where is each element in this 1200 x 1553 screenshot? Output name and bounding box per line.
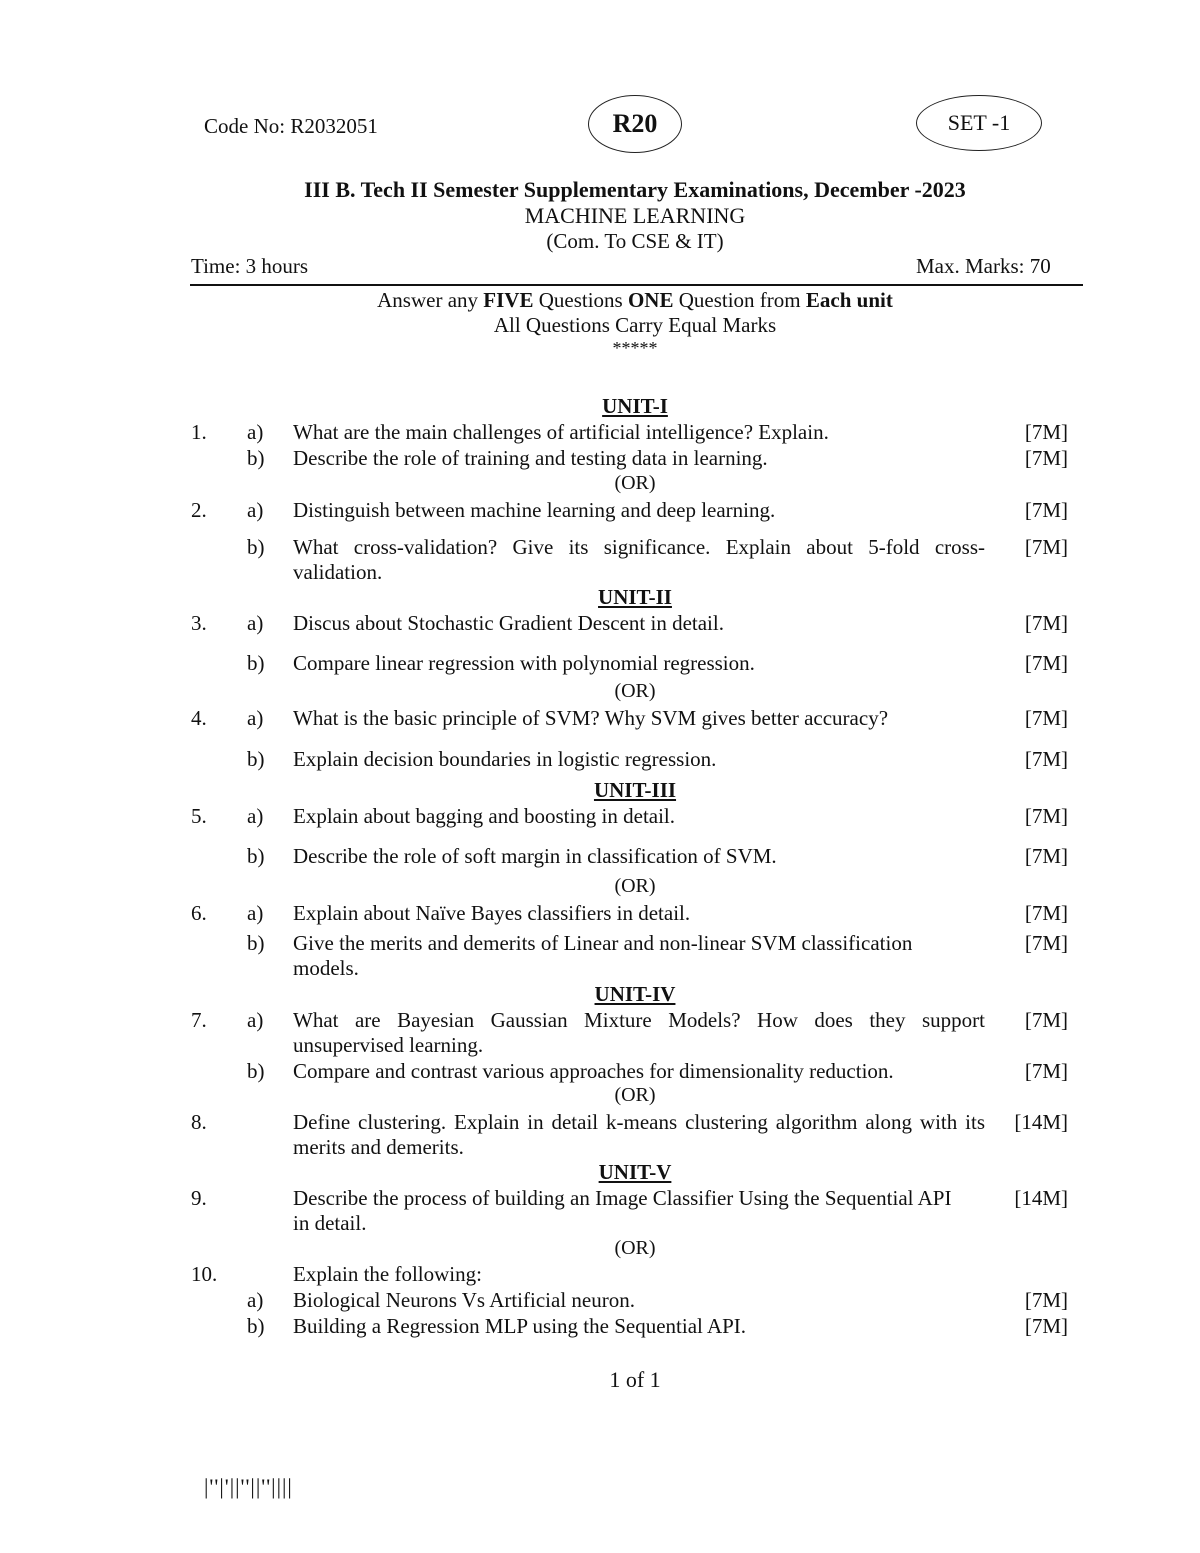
marks: [7M] <box>1024 844 1068 868</box>
question-text: Explain the following: <box>293 1262 482 1286</box>
question-text: Describe the process of building an Image Classifier Using the Sequential API in detail. <box>293 1186 952 1235</box>
marks: [7M] <box>1024 804 1068 828</box>
marks: [7M] <box>1024 1008 1068 1032</box>
question-text: Compare and contrast various approaches for dimensionality reduction. <box>293 1059 894 1083</box>
sub-label: b) <box>247 446 265 470</box>
question-text: Describe the role of soft margin in classification of SVM. <box>293 844 777 868</box>
question-text: Give the merits and demerits of Linear and non-linear SVM classification models. <box>293 931 913 980</box>
question-text: Building a Regression MLP using the Sequential API. <box>293 1314 747 1338</box>
question-number: 8. <box>191 1110 207 1134</box>
exam-title: III B. Tech II Semester Supplementary Examinations, December -2023 <box>304 177 966 202</box>
unit-heading: UNIT-V <box>598 1160 672 1184</box>
barcode: |''|'||''||''|||| <box>204 1474 293 1499</box>
code-number: Code No: R2032051 <box>204 114 378 138</box>
instruction-line-1: Answer any FIVE Questions ONE Question from Each unit <box>377 288 893 312</box>
subject-title: MACHINE LEARNING <box>524 203 746 228</box>
marks: [7M] <box>1024 651 1068 675</box>
sub-label: a) <box>247 1008 264 1032</box>
question-text: Distinguish between machine learning and deep learning. <box>293 498 776 522</box>
question-number: 1. <box>191 420 207 444</box>
marks: [7M] <box>1024 420 1068 444</box>
marks: [7M] <box>1024 706 1068 730</box>
question-text: Biological Neurons Vs Artificial neuron. <box>293 1288 635 1312</box>
question-number: 5. <box>191 804 207 828</box>
marks: [7M] <box>1024 931 1068 955</box>
question-number: 6. <box>191 901 207 925</box>
question-text: Define clustering. Explain in detail k-means clustering algorithm along with its merits and demerits. <box>293 1110 985 1159</box>
branches: (Com. To CSE & IT) <box>546 229 724 253</box>
marks: [7M] <box>1024 535 1068 559</box>
regulation-badge: R20 <box>588 95 682 153</box>
or-divider: (OR) <box>614 680 656 702</box>
marks: [7M] <box>1024 747 1068 771</box>
marks: [7M] <box>1024 498 1068 522</box>
question-text: What is the basic principle of SVM? Why SVM gives better accuracy? <box>293 706 889 730</box>
time-allowed: Time: 3 hours <box>191 254 309 278</box>
marks: [7M] <box>1024 1288 1068 1312</box>
question-text: What cross-validation? Give its significance. Explain about 5-fold cross-validation. <box>293 535 985 584</box>
question-text: Compare linear regression with polynomial regression. <box>293 651 755 675</box>
or-divider: (OR) <box>614 472 656 494</box>
sub-label: b) <box>247 651 265 675</box>
marks: [14M] <box>1014 1186 1068 1210</box>
marks: [7M] <box>1024 1314 1068 1338</box>
sub-label: b) <box>247 535 265 559</box>
question-text: What are Bayesian Gaussian Mixture Models? How does they support unsupervised learning. <box>293 1008 985 1057</box>
question-number: 7. <box>191 1008 207 1032</box>
sub-label: a) <box>247 901 264 925</box>
unit-heading: UNIT-I <box>602 394 668 418</box>
question-text: Explain about Naïve Bayes classifiers in detail. <box>293 901 691 925</box>
question-number: 4. <box>191 706 207 730</box>
question-number: 2. <box>191 498 207 522</box>
stars: ***** <box>612 338 658 358</box>
set-badge: SET -1 <box>916 95 1042 151</box>
sub-label: a) <box>247 804 264 828</box>
sub-label: b) <box>247 1059 265 1083</box>
question-text: Discus about Stochastic Gradient Descent in detail. <box>293 611 724 635</box>
sub-label: b) <box>247 931 265 955</box>
question-text: Describe the role of training and testing data in learning. <box>293 446 768 470</box>
sub-label: a) <box>247 420 264 444</box>
or-divider: (OR) <box>614 1084 656 1106</box>
page-number: 1 of 1 <box>609 1367 661 1392</box>
sub-label: a) <box>247 611 264 635</box>
question-number: 3. <box>191 611 207 635</box>
marks: [7M] <box>1024 1059 1068 1083</box>
question-number: 10. <box>191 1262 218 1286</box>
sub-label: a) <box>247 498 264 522</box>
marks: [7M] <box>1024 611 1068 635</box>
marks: [7M] <box>1024 446 1068 470</box>
question-text: Explain decision boundaries in logistic regression. <box>293 747 717 771</box>
sub-label: b) <box>247 1314 265 1338</box>
sub-label: b) <box>247 844 265 868</box>
sub-label: a) <box>247 1288 264 1312</box>
max-marks: Max. Marks: 70 <box>916 254 1051 278</box>
marks: [7M] <box>1024 901 1068 925</box>
or-divider: (OR) <box>614 1237 656 1259</box>
question-text: What are the main challenges of artificial intelligence? Explain. <box>293 420 829 444</box>
question-number: 9. <box>191 1186 207 1210</box>
question-text: Explain about bagging and boosting in detail. <box>293 804 676 828</box>
unit-heading: UNIT-IV <box>594 982 676 1006</box>
unit-heading: UNIT-II <box>598 585 672 609</box>
header-divider <box>190 284 1083 286</box>
or-divider: (OR) <box>614 875 656 897</box>
marks: [14M] <box>1014 1110 1068 1134</box>
sub-label: b) <box>247 747 265 771</box>
sub-label: a) <box>247 706 264 730</box>
unit-heading: UNIT-III <box>593 778 677 802</box>
instruction-line-2: All Questions Carry Equal Marks <box>493 313 777 337</box>
